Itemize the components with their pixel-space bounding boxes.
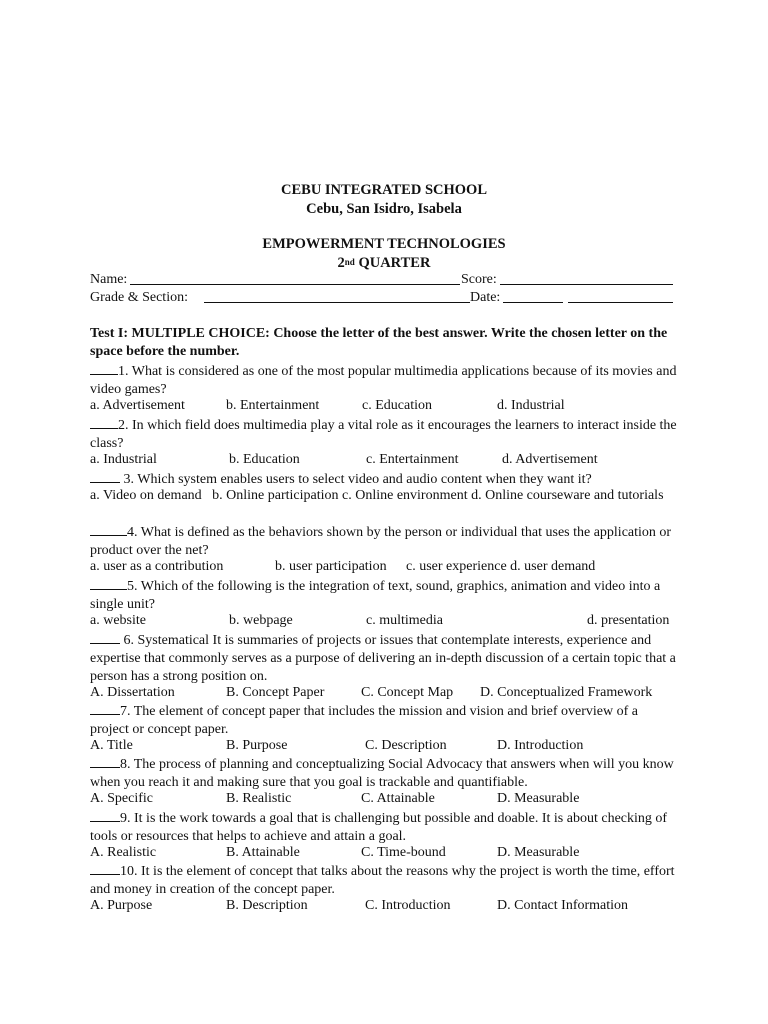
- options-row: [90, 790, 680, 808]
- answer-blank: [90, 415, 118, 429]
- option-c: C. Time-bound: [361, 845, 446, 860]
- name-blank: [130, 271, 460, 291]
- option-b: B. Realistic: [226, 791, 292, 806]
- question-text: 2. In which field does multimedia play a vital role as it encourages the learners to interact inside the class?: [90, 418, 677, 451]
- answer-blank: [90, 522, 127, 536]
- option-a: A. Specific: [90, 791, 153, 806]
- option-b: B. Description: [226, 898, 308, 913]
- question-text: 7. The element of concept paper that includes the mission and vision and brief overview of a project or concept paper.: [90, 704, 638, 737]
- answer-blank: [90, 861, 120, 875]
- options-row: [90, 612, 680, 630]
- options-row: [90, 451, 680, 469]
- options-row: [90, 684, 680, 702]
- quarter-word: QUARTER: [354, 255, 431, 271]
- option-c: C. Concept Map: [361, 685, 454, 700]
- option-b: B. Attainable: [226, 845, 300, 860]
- option-b: b. webpage: [229, 613, 293, 628]
- options-row: [90, 844, 680, 862]
- question-item: [90, 630, 680, 686]
- option-b: B. Purpose: [226, 738, 288, 753]
- option-c: c. Education: [362, 398, 432, 413]
- answer-blank: [90, 754, 120, 768]
- question-text: 8. The process of planning and conceptualizing Social Advocacy that answers when will you know when you reach it and making sure that you goal is trackable and quantifiable.: [90, 757, 674, 790]
- date-blank: [503, 289, 563, 309]
- options-row: [90, 897, 680, 915]
- option-b: B. Concept Paper: [226, 685, 325, 700]
- test-instructions: Test I: MULTIPLE CHOICE: Choose the letter of the best answer. Write the chosen letter on the space before the number.: [90, 326, 668, 359]
- option-d: D. Conceptualized Framework: [480, 685, 653, 700]
- question-text: 1. What is considered as one of the most popular multimedia applications because of its movies and video games?: [90, 364, 677, 397]
- answer-blank: [90, 469, 120, 483]
- quarter-suffix: nd: [344, 257, 355, 267]
- answer-blank: [90, 701, 120, 715]
- question-item: [90, 701, 680, 739]
- option-a: A. Purpose: [90, 898, 153, 913]
- grade-section-label: Grade & Section:: [90, 290, 188, 305]
- question-item: [90, 754, 680, 792]
- option-d: D. Introduction: [497, 738, 584, 753]
- question-item: [90, 576, 680, 614]
- option-a: a. website: [90, 613, 146, 628]
- option-a: a. Advertisement: [90, 398, 185, 413]
- option-b: b. Entertainment: [226, 398, 320, 413]
- question-item: [90, 808, 680, 846]
- option-d: d. presentation: [587, 613, 670, 628]
- option-d: D. Measurable: [497, 791, 580, 806]
- options-row: [90, 737, 680, 755]
- option-c: C. Attainable: [361, 791, 435, 806]
- answer-blank: [90, 808, 120, 822]
- question-item: [90, 469, 680, 489]
- answer-blank: [90, 361, 118, 375]
- option-b: b. Education: [229, 452, 300, 467]
- question-text: 3. Which system enables users to select video and audio content when they want it?: [120, 472, 592, 487]
- answer-blank: [90, 630, 120, 644]
- option-a: a. user as a contribution: [90, 559, 224, 574]
- subject-title: EMPOWERMENT TECHNOLOGIES: [262, 236, 506, 252]
- option-d: D. Contact Information: [497, 898, 629, 913]
- question-text: 4. What is defined as the behaviors shown by the person or individual that uses the application or product over the net?: [90, 525, 672, 558]
- option-c: c. multimedia: [366, 613, 443, 628]
- name-label: Name:: [90, 272, 128, 287]
- question-text: 6. Systematical It is summaries of projects or issues that contemplate interests, experience and expertise that commonly serves as a purpose of delivering an in-depth discussion of a certain topic that a person has a strong position on.: [90, 633, 676, 684]
- date-label: Date:: [470, 290, 501, 305]
- school-name: CEBU INTEGRATED SCHOOL: [281, 182, 487, 198]
- options-row: [90, 397, 680, 415]
- answer-blank: [90, 576, 127, 590]
- option-c: C. Introduction: [365, 898, 451, 913]
- question-text: 10. It is the element of concept that talks about the reasons why the project is worth the time, effort and money in creation of the concept paper.: [90, 864, 675, 897]
- option-c: c. Entertainment: [366, 452, 459, 467]
- question-item: [90, 415, 680, 453]
- options-row: a. Video on demand b. Online participation c. Online environment d. Online courseware and tutorials: [90, 488, 664, 503]
- date-blank-2: [568, 289, 673, 309]
- option-d: d. Advertisement: [502, 452, 598, 467]
- options-row: [90, 558, 680, 576]
- option-d: D. Measurable: [497, 845, 580, 860]
- option-a: a. Industrial: [90, 452, 157, 467]
- school-header: [0, 181, 768, 219]
- school-address: Cebu, San Isidro, Isabela: [306, 201, 462, 217]
- option-a: A. Realistic: [90, 845, 157, 860]
- option-c: C. Description: [365, 738, 447, 753]
- subject-header: [0, 235, 768, 273]
- option-d: d. Industrial: [497, 398, 565, 413]
- question-item: [90, 861, 680, 899]
- option-a: A. Dissertation: [90, 685, 175, 700]
- question-text: 9. It is the work towards a goal that is challenging but possible and doable. It is about checking of tools or resources that helps to achieve and attain a goal.: [90, 811, 668, 844]
- score-blank: [500, 271, 673, 291]
- question-item: [90, 361, 680, 399]
- grade-section-blank: [204, 289, 470, 309]
- question-text: 5. Which of the following is the integration of text, sound, graphics, animation and video into a single unit?: [90, 579, 661, 612]
- question-item: [90, 522, 680, 560]
- option-b: b. user participation: [275, 559, 387, 574]
- score-label: Score:: [461, 272, 497, 287]
- option-a: A. Title: [90, 738, 133, 753]
- option-c: c. user experience d. user demand: [406, 559, 596, 574]
- quarter-number: 2: [337, 255, 345, 271]
